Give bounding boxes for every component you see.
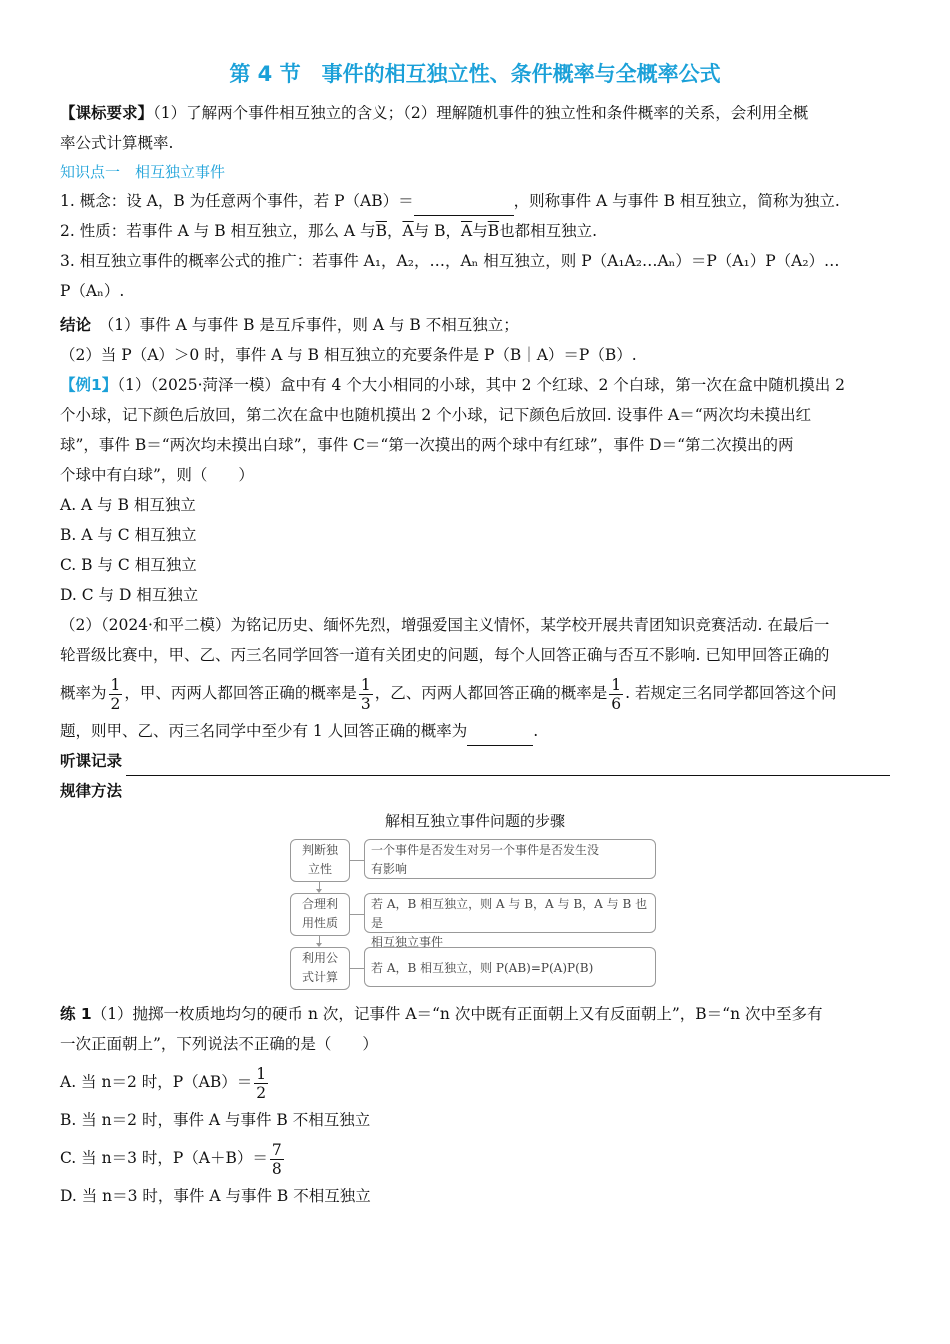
connector [349,914,364,915]
example1-q2-line-3: 概率为 $\frac{1}{2}$ ，甲、丙两人都回答正确的概率是 $\frac{1}{3}$ ，乙、丙两人都回答正确的概率是 $\frac{1}{6}$ . 若规定三名同学都回答这个问 [60,675,837,713]
practice-option-c: C. 当 n＝3 时，P（A＋B）＝ $\frac{7}{8}$ [60,1140,282,1178]
practice-option-a: A. 当 n＝2 时，P（AB）＝ $\frac{1}{2}$ [60,1064,267,1102]
step-1-label: 判断独 立性 [290,839,350,882]
practice-option-b: B. 当 n＝2 时，事件 A 与事件 B 不相互独立 [60,1111,371,1129]
practice1-line-2: 一次正面朝上”，下列说法不正确的是（ ） [60,1035,378,1053]
conclusion-2: （2）当 P（A）＞0 时，事件 A 与 B 相互独立的充要条件是 P（B｜A）＝P（B）. [60,346,637,364]
connector [349,968,364,969]
conclusion-1: 结论 （1）事件 A 与事件 B 是互斥事件，则 A 与 B 不相互独立； [60,316,519,334]
step-2-label: 合理利 用性质 [290,893,350,936]
connector [349,860,364,861]
example1-line-2: 个小球，记下颜色后放回，第二次在盒中也随机摸出 2 个小球，记下颜色后放回. 设事件 A＝“两次均未摸出红 [60,406,812,424]
step-3-desc: 若 A，B 相互独立，则 P(AB)=P(A)P(B) [364,947,656,987]
fraction: $\frac{1}{2}$ [256,1064,267,1102]
answer-blank [467,727,533,746]
step-1-desc: 一个事件是否发生对另一个事件是否发生没 有影响 [364,839,656,879]
down-arrow-icon [319,936,320,944]
conclusion-label: 结论 [60,316,92,334]
option-a: A. A 与 B 相互独立 [60,496,196,514]
example1-line-3: 球”，事件 B＝“两次均未摸出白球”，事件 C＝“第一次摸出的两个球中有红球”，事件 D＝“第二次摸出的两 [60,436,794,454]
knowledge-3: 3. 相互独立事件的概率公式的推广：若事件 A₁，A₂，…，Aₙ 相互独立，则 P（A₁A₂…Aₙ）＝P（A₁）P（A₂）… [60,252,840,270]
fraction: $\frac{1}{6}$ [611,675,622,713]
practice1-line-1: 练 1（1）抛掷一枚质地均匀的硬币 n 次，记事件 A＝“n 次中既有正面朝上又有反面朝上”，B＝“n 次中至多有 [60,1005,823,1023]
fraction: $\frac{1}{2}$ [110,675,121,713]
diagram-title: 解相互独立事件问题的步骤 [384,812,565,830]
example1-q2-line-4: 题，则甲、乙、丙三名同学中至少有 1 人回答正确的概率为 . [60,716,890,746]
example1-line-1: 【例1】（1）（2025·菏泽一模）盒中有 4 个大小相同的小球，其中 2 个红球、2 个白球，第一次在盒中随机摸出 2 [60,376,846,394]
step-3-label: 利用公 式计算 [290,947,350,990]
knowledge-2: 2. 性质：若事件 A 与 B 相互独立，那么 A 与$\overline{B}$，$\overline{A}$与 B，$\overline{A}$与$\overline{B}$也都相互独立. [60,222,598,240]
document-page [60,58,890,1211]
down-arrow-icon [319,882,320,890]
notes-line [126,753,890,776]
option-d: D. C 与 D 相互独立 [60,586,199,604]
requirement-line-1: 【课标要求】（1）了解两个事件相互独立的含义；（2）理解随机事件的独立性和条件概率的关系，会利用全概 [60,104,809,122]
step-2-desc: 若 A，B 相互独立，则 A 与 B，A 与 B，A 与 B 也是 相互独立事件 [364,893,656,933]
page-title: 第 4 节 事件的相互独立性、条件概率与全概率公式 [229,62,721,86]
practice-label: 练 1 [60,1005,92,1023]
example-label: 【例1】 [60,376,118,394]
option-b: B. A 与 C 相互独立 [60,526,197,544]
method-heading: 规律方法 [60,782,123,800]
listening-notes: 听课记录 [60,746,890,776]
practice-option-d: D. 当 n＝3 时，事件 A 与事件 B 不相互独立 [60,1187,371,1205]
option-c: C. B 与 C 相互独立 [60,556,197,574]
section-heading: 知识点一 相互独立事件 [60,163,226,181]
fraction: $\frac{1}{3}$ [360,675,371,713]
example1-q2-line-1: （2）（2024·和平二模）为铭记历史、缅怀先烈，增强爱国主义情怀，某学校开展共青团知识竞赛活动. 在最后一 [60,616,830,634]
fraction: $\frac{7}{8}$ [271,1140,282,1178]
answer-blank [414,197,514,216]
requirement-label: 【课标要求】 [60,104,154,122]
steps-diagram [290,839,660,991]
example1-q2-line-2: 轮晋级比赛中，甲、乙、丙三名同学回答一道有关团史的问题，每个人回答正确与否互不影响. 已知甲回答正确的 [60,646,830,664]
requirement-line-2: 率公式计算概率. [60,134,174,152]
example1-line-4: 个球中有白球”，则（ ） [60,466,254,484]
knowledge-3-cont: P（Aₙ）. [60,282,125,300]
knowledge-1: 1. 概念：设 A，B 为任意两个事件，若 P（AB）＝ ，则称事件 A 与事件 B 相互独立，简称为独立. [60,186,890,216]
